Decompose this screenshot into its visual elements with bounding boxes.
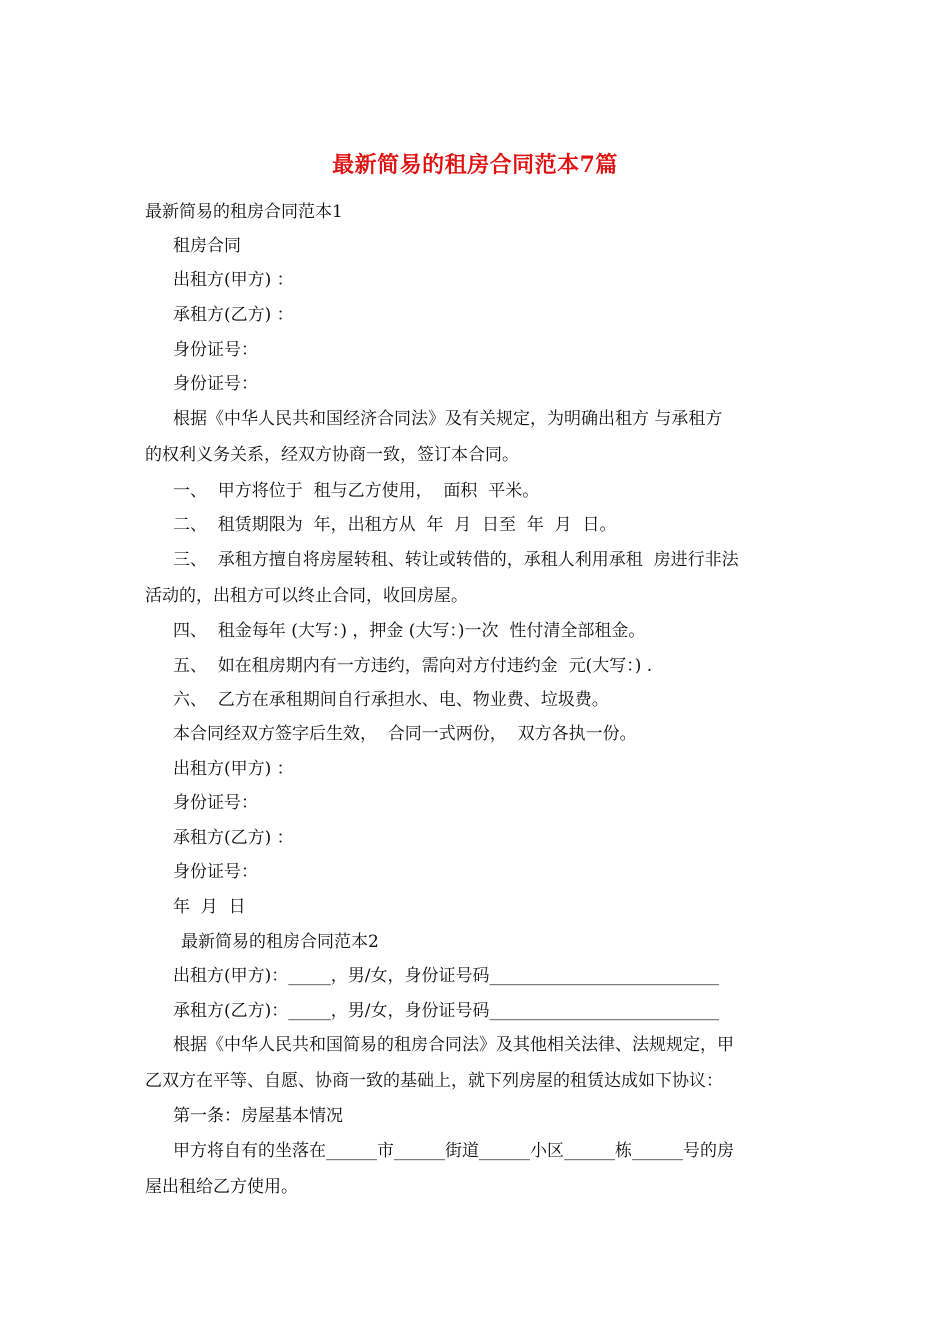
- paragraph-line: 五、 如在租房期内有一方违约，需向对方付违约金 元(大写：) .: [173, 656, 653, 676]
- paragraph-line: 身份证号：: [173, 374, 258, 394]
- paragraph-line: 身份证号：: [173, 340, 258, 360]
- paragraph-line: 出租方(甲方) ：: [173, 759, 294, 779]
- paragraph-line: 三、 承租方擅自将房屋转租、转让或转借的，承租人利用承租 房进行非法: [173, 550, 739, 570]
- paragraph-line: 一、 甲方将位于 租与乙方使用， 面积 平米。: [173, 481, 540, 501]
- paragraph-line: 身份证号：: [173, 862, 258, 882]
- paragraph-line: 第一条：房屋基本情况: [173, 1106, 343, 1126]
- paragraph-line: 的权利义务关系，经双方协商一致，签订本合同。: [145, 445, 519, 465]
- paragraph-line: 出租方(甲方)：_____，男/女，身份证号码___________________________: [173, 966, 719, 986]
- paragraph-line: 承租方(乙方)：_____，男/女，身份证号码___________________________: [173, 1001, 719, 1021]
- paragraph-line: 甲方将自有的坐落在______市______街道______小区______栋______号的房: [173, 1141, 734, 1161]
- paragraph-line: 乙双方在平等、自愿、协商一致的基础上，就下列房屋的租赁达成如下协议：: [145, 1071, 723, 1091]
- section-heading: 最新简易的租房合同范本2: [181, 932, 379, 952]
- paragraph-line: 年 月 日: [173, 897, 246, 917]
- paragraph-line: 租房合同: [173, 236, 241, 256]
- paragraph-line: 出租方(甲方) ：: [173, 270, 294, 290]
- paragraph-line: 承租方(乙方) ：: [173, 828, 294, 848]
- paragraph-line: 身份证号：: [173, 793, 258, 813]
- paragraph-line: 四、 租金每年 (大写：) ，押金 (大写：)一次 性付清全部租金。: [173, 621, 646, 641]
- paragraph-line: 本合同经双方签字后生效， 合同一式两份， 双方各执一份。: [173, 724, 637, 744]
- paragraph-line: 屋出租给乙方使用。: [145, 1177, 298, 1197]
- paragraph-line: 根据《中华人民共和国经济合同法》及有关规定，为明确出租方 与承租方: [173, 409, 723, 429]
- paragraph-line: 活动的，出租方可以终止合同，收回房屋。: [145, 586, 468, 606]
- paragraph-line: 承租方(乙方) ：: [173, 305, 294, 325]
- section-heading: 最新简易的租房合同范本1: [145, 202, 343, 222]
- paragraph-line: 二、 租赁期限为 年，出租方从 年 月 日至 年 月 日。: [173, 515, 617, 535]
- document-title: 最新简易的租房合同范本7篇: [332, 152, 618, 178]
- paragraph-line: 根据《中华人民共和国简易的租房合同法》及其他相关法律、法规规定，甲: [173, 1035, 734, 1055]
- paragraph-line: 六、 乙方在承租期间自行承担水、电、物业费、垃圾费。: [173, 690, 609, 710]
